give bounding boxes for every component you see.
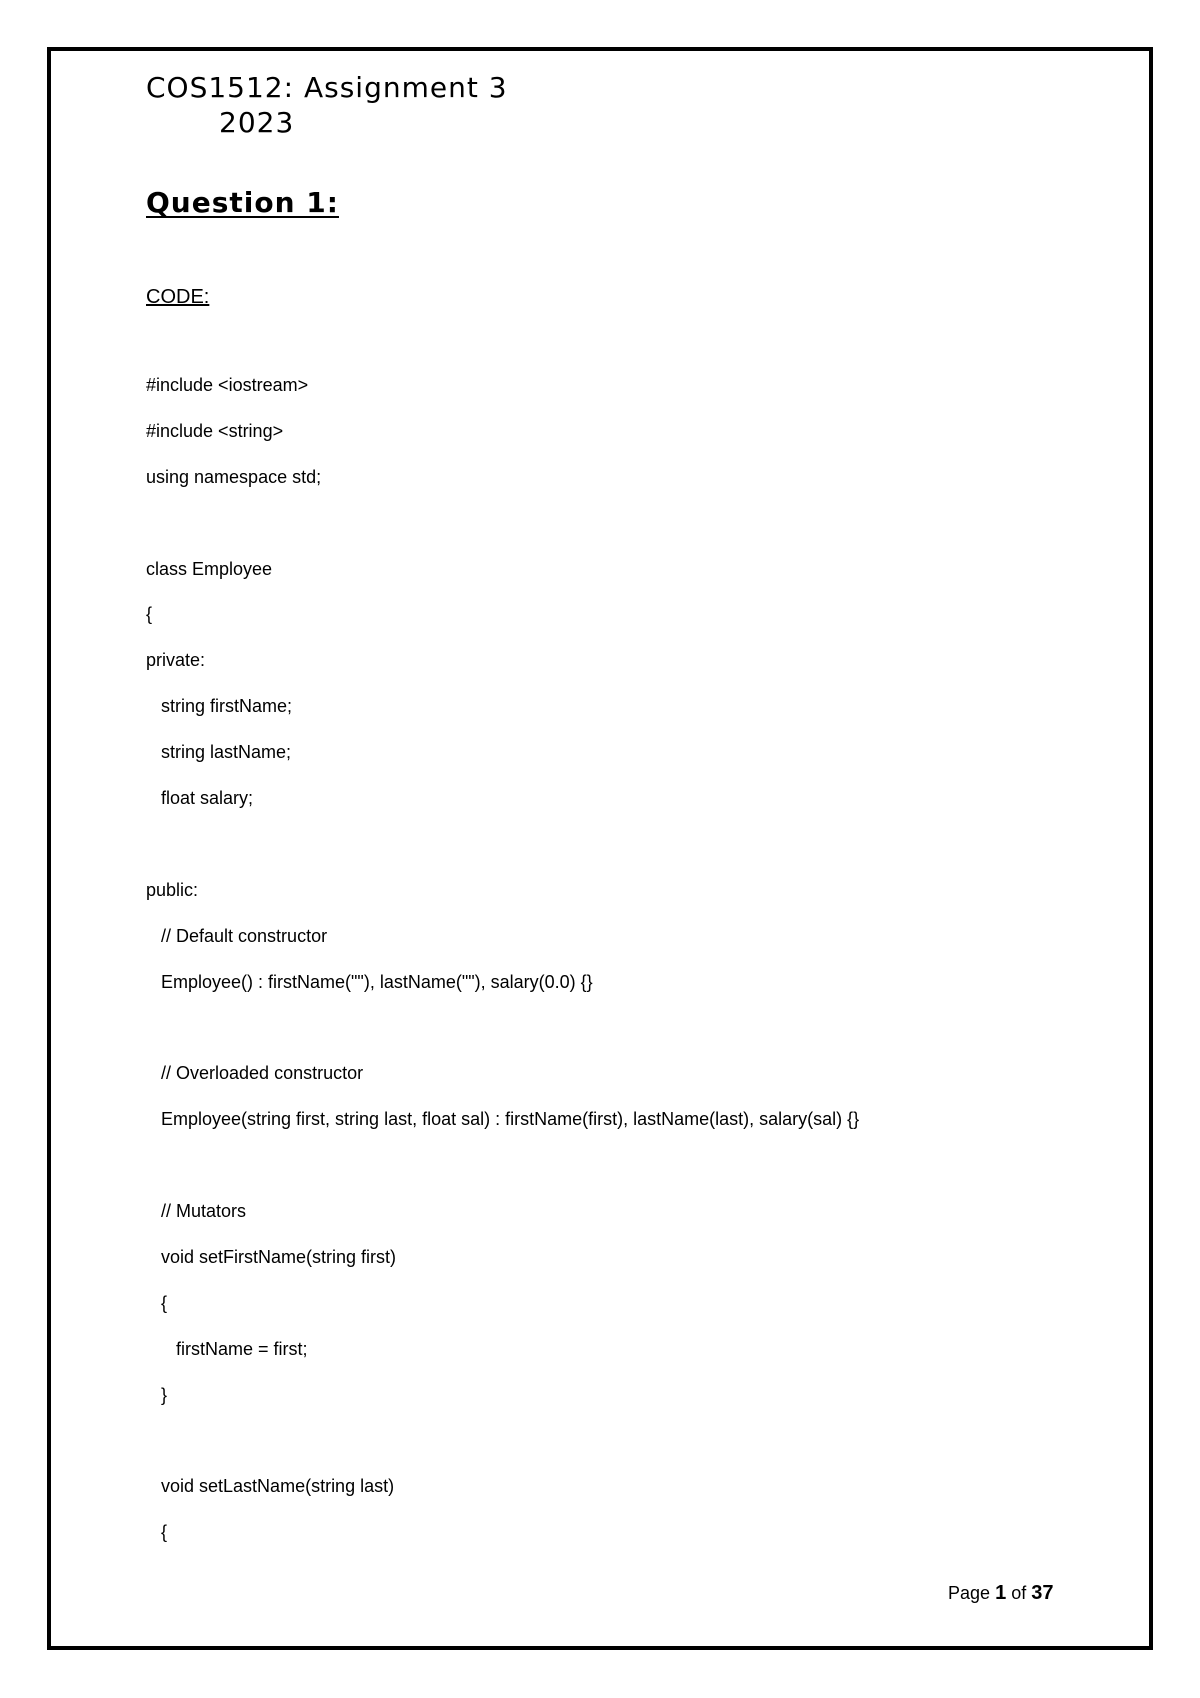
code-line — [146, 1153, 859, 1199]
code-line: { — [146, 1522, 168, 1543]
code-line: #include <string> — [146, 420, 284, 441]
question-heading: Question 1: — [146, 186, 339, 219]
code-line: Employee() : firstName(""), lastName(""), salary(0.0) {} — [146, 971, 593, 992]
code-label: CODE: — [146, 286, 210, 308]
code-line: } — [146, 1384, 168, 1405]
footer-total-pages: 37 — [1031, 1582, 1054, 1604]
document-title: COS1512: Assignment 3 — [146, 71, 508, 104]
code-line — [146, 1428, 859, 1474]
code-line: #include <iostream> — [146, 375, 309, 395]
code-line: using namespace std; — [146, 466, 322, 487]
code-line: Employee(string first, string last, float sal) : firstName(first), lastName(last), salary(sal) {} — [146, 1109, 860, 1130]
code-line: string lastName; — [146, 742, 292, 763]
code-line: public: — [146, 879, 199, 900]
code-line: void setFirstName(string first) — [146, 1246, 397, 1267]
footer-of-word: of — [1011, 1583, 1027, 1603]
code-line: // Mutators — [146, 1201, 247, 1222]
code-line: class Employee — [146, 558, 273, 579]
footer-page-word: Page — [948, 1583, 991, 1603]
code-line — [146, 511, 859, 557]
footer-current-page: 1 — [995, 1582, 1007, 1604]
code-line — [146, 1015, 859, 1061]
code-line — [146, 832, 859, 878]
code-line: { — [146, 1292, 168, 1313]
code-line: // Default constructor — [146, 925, 328, 946]
code-line: // Overloaded constructor — [146, 1063, 364, 1084]
code-line: float salary; — [146, 788, 254, 809]
page-footer — [948, 1583, 1053, 1603]
code-line: { — [146, 604, 153, 625]
document-year: 2023 — [219, 106, 295, 139]
code-line: string firstName; — [146, 696, 293, 717]
code-line: firstName = first; — [146, 1338, 308, 1359]
code-line: private: — [146, 650, 206, 671]
code-block — [146, 373, 859, 1566]
code-line: void setLastName(string last) — [146, 1476, 395, 1497]
